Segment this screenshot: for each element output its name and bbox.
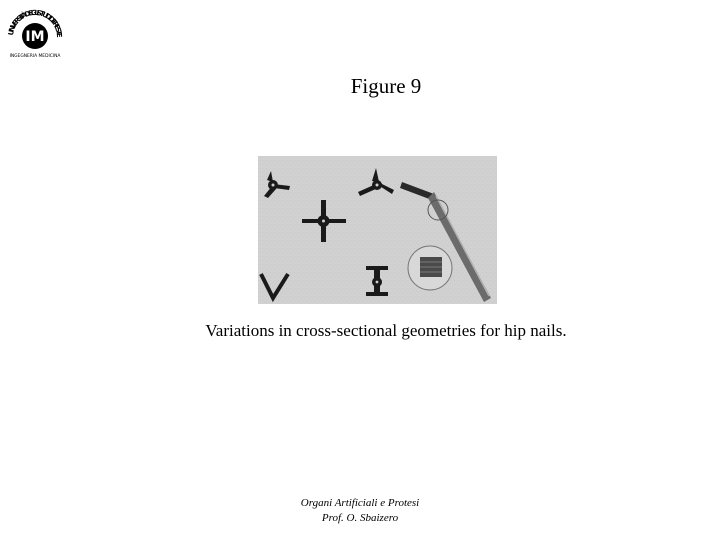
footer-professor: Prof. O. Sbaizero xyxy=(321,512,399,524)
figure-title: Figure 9 xyxy=(350,74,422,98)
hip-nail-cross-sections-image xyxy=(258,156,497,304)
logo-ring-text: UNIVERSITÀ DEGLI STUDI DI TRIESTE xyxy=(6,8,64,38)
logo-lower-text: INGEGNERIA MEDICINA xyxy=(9,54,61,59)
logo-monogram: IM xyxy=(25,29,45,45)
hip-nail-photo xyxy=(258,156,497,304)
magnified-section xyxy=(408,246,452,290)
university-seal-icon xyxy=(4,6,66,68)
figure-caption: Variations in cross-sectional geometries for hip nails. xyxy=(205,321,567,340)
university-logo xyxy=(4,6,66,68)
footer-course-title: Organi Artificiali e Protesi xyxy=(300,497,420,509)
footer xyxy=(0,496,720,526)
